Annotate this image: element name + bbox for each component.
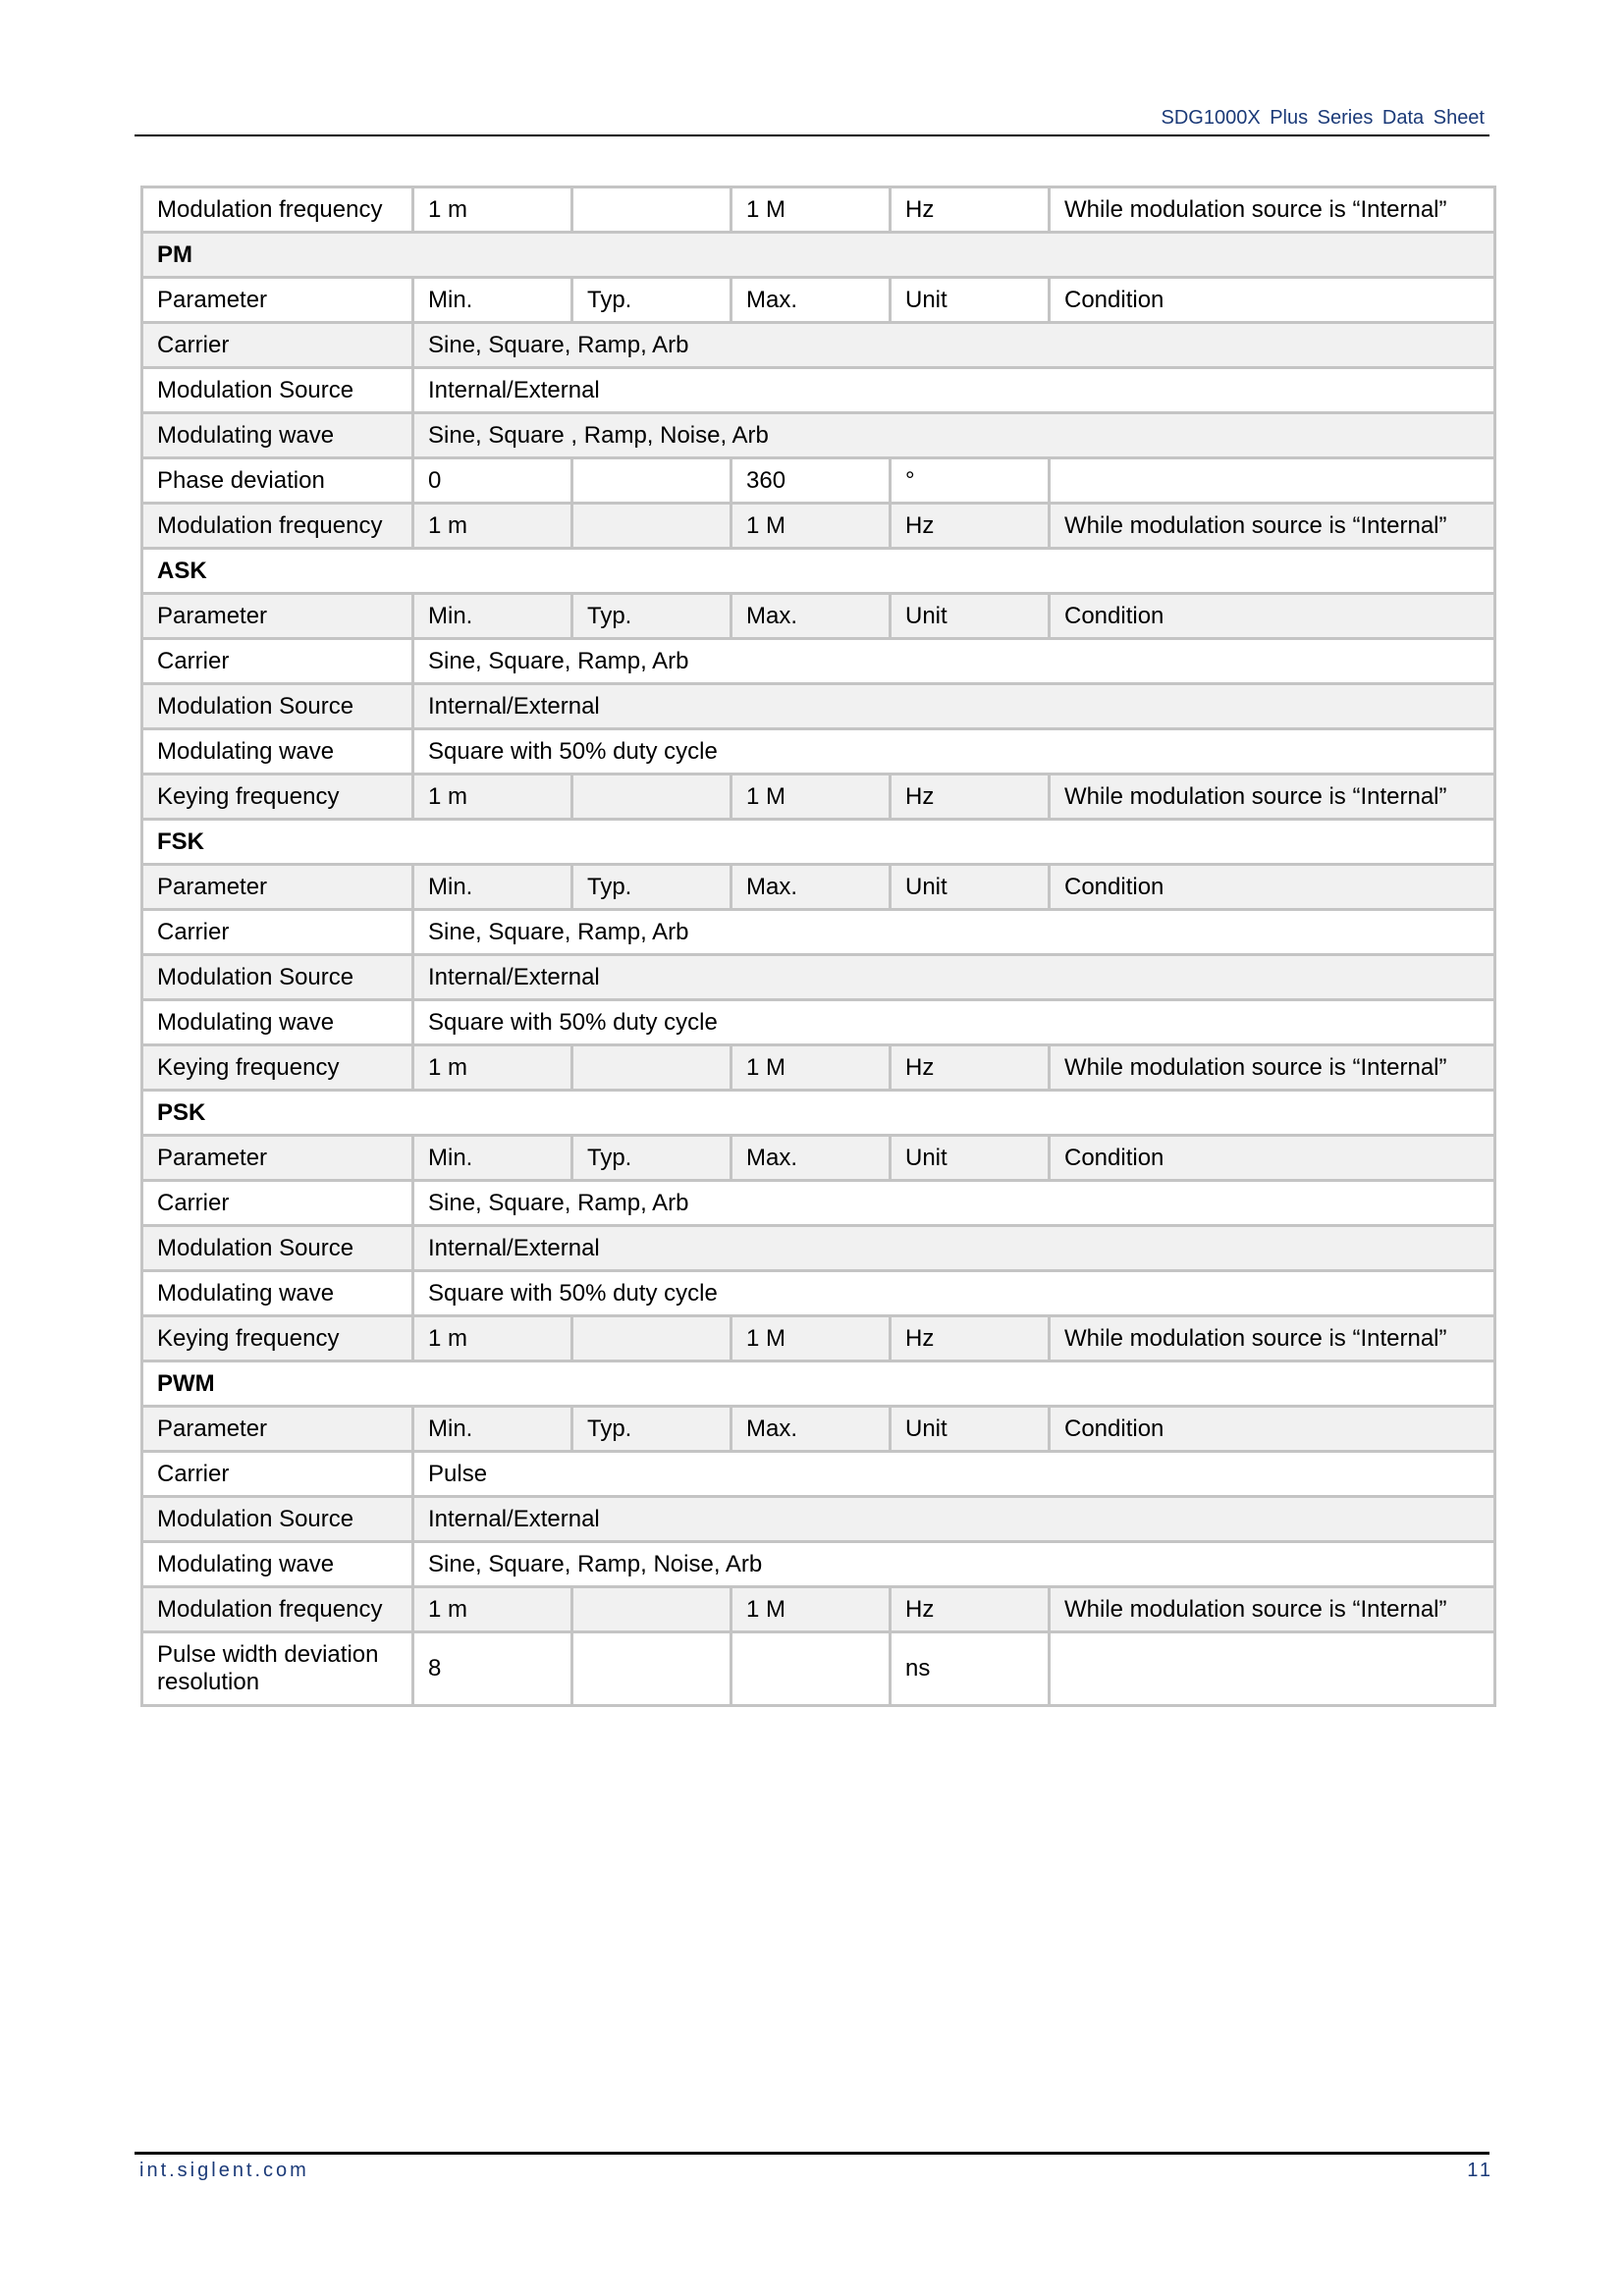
- section-title: PM: [142, 233, 1495, 278]
- col-header-min: Min.: [413, 865, 572, 910]
- col-header-parameter: Parameter: [142, 865, 413, 910]
- param-cell: Modulating wave: [142, 1542, 413, 1587]
- table-row: [142, 1497, 1495, 1542]
- value-cell: Square with 50% duty cycle: [413, 1271, 1495, 1316]
- param-cell: Pulse width deviation resolution: [142, 1632, 413, 1706]
- section-header-fsk: [142, 820, 1495, 865]
- col-header-parameter: Parameter: [142, 1407, 413, 1452]
- max-cell: 1 M: [731, 1316, 891, 1362]
- col-header-unit: Unit: [891, 1136, 1050, 1181]
- value-cell: Internal/External: [413, 1226, 1495, 1271]
- col-header-unit: Unit: [891, 594, 1050, 639]
- table-row: [142, 774, 1495, 820]
- document-title: SDG1000X Plus Series Data Sheet: [1161, 107, 1485, 129]
- section-header-pm: [142, 233, 1495, 278]
- condition-cell: [1050, 458, 1495, 504]
- unit-cell: Hz: [891, 1316, 1050, 1362]
- col-header-max: Max.: [731, 1136, 891, 1181]
- condition-cell: While modulation source is “Internal”: [1050, 1587, 1495, 1632]
- param-cell: Modulating wave: [142, 1271, 413, 1316]
- column-header-row: [142, 1407, 1495, 1452]
- typ-cell: [572, 1316, 731, 1362]
- col-header-parameter: Parameter: [142, 594, 413, 639]
- table-row: [142, 458, 1495, 504]
- unit-cell: °: [891, 458, 1050, 504]
- col-header-typ: Typ.: [572, 1136, 731, 1181]
- table-row: [142, 413, 1495, 458]
- max-cell: 360: [731, 458, 891, 504]
- unit-cell: Hz: [891, 774, 1050, 820]
- col-header-unit: Unit: [891, 865, 1050, 910]
- param-cell: Modulating wave: [142, 729, 413, 774]
- param-cell: Modulating wave: [142, 413, 413, 458]
- value-cell: Sine, Square , Ramp, Noise, Arb: [413, 413, 1495, 458]
- value-cell: Internal/External: [413, 684, 1495, 729]
- max-cell: 1 M: [731, 774, 891, 820]
- col-header-typ: Typ.: [572, 278, 731, 323]
- table-row: [142, 684, 1495, 729]
- value-cell: Pulse: [413, 1452, 1495, 1497]
- col-header-max: Max.: [731, 594, 891, 639]
- min-cell: 1 m: [413, 187, 572, 233]
- value-cell: Sine, Square, Ramp, Arb: [413, 323, 1495, 368]
- param-cell: Keying frequency: [142, 1045, 413, 1091]
- column-header-row: [142, 278, 1495, 323]
- condition-cell: While modulation source is “Internal”: [1050, 774, 1495, 820]
- table-row: [142, 368, 1495, 413]
- condition-cell: While modulation source is “Internal”: [1050, 1045, 1495, 1091]
- unit-cell: Hz: [891, 187, 1050, 233]
- max-cell: [731, 1632, 891, 1706]
- table-row: [142, 1000, 1495, 1045]
- param-cell: Carrier: [142, 910, 413, 955]
- table-row: [142, 1271, 1495, 1316]
- table-row: [142, 955, 1495, 1000]
- col-header-max: Max.: [731, 1407, 891, 1452]
- min-cell: 0: [413, 458, 572, 504]
- param-cell: Phase deviation: [142, 458, 413, 504]
- param-cell: Modulation frequency: [142, 187, 413, 233]
- max-cell: 1 M: [731, 1587, 891, 1632]
- condition-cell: [1050, 1632, 1495, 1706]
- section-header-pwm: [142, 1362, 1495, 1407]
- max-cell: 1 M: [731, 1045, 891, 1091]
- param-cell: Modulation Source: [142, 1497, 413, 1542]
- column-header-row: [142, 1136, 1495, 1181]
- header-rule: [135, 134, 1489, 136]
- typ-cell: [572, 187, 731, 233]
- section-title: ASK: [142, 549, 1495, 594]
- table-row: [142, 187, 1495, 233]
- col-header-min: Min.: [413, 278, 572, 323]
- value-cell: Internal/External: [413, 955, 1495, 1000]
- column-header-row: [142, 594, 1495, 639]
- table-row: [142, 1632, 1495, 1706]
- col-header-typ: Typ.: [572, 1407, 731, 1452]
- typ-cell: [572, 458, 731, 504]
- table-row: [142, 1587, 1495, 1632]
- table-row: [142, 910, 1495, 955]
- value-cell: Square with 50% duty cycle: [413, 729, 1495, 774]
- param-cell: Keying frequency: [142, 1316, 413, 1362]
- table-row: [142, 1452, 1495, 1497]
- table-row: [142, 1181, 1495, 1226]
- param-cell: Carrier: [142, 639, 413, 684]
- condition-cell: While modulation source is “Internal”: [1050, 504, 1495, 549]
- col-header-unit: Unit: [891, 1407, 1050, 1452]
- footer-website: int.siglent.com: [139, 2160, 309, 2181]
- min-cell: 1 m: [413, 1587, 572, 1632]
- table-row: [142, 729, 1495, 774]
- param-cell: Modulation Source: [142, 1226, 413, 1271]
- page-number: 11: [1467, 2160, 1493, 2181]
- value-cell: Sine, Square, Ramp, Noise, Arb: [413, 1542, 1495, 1587]
- col-header-condition: Condition: [1050, 278, 1495, 323]
- section-title: PWM: [142, 1362, 1495, 1407]
- col-header-parameter: Parameter: [142, 1136, 413, 1181]
- table-row: [142, 639, 1495, 684]
- unit-cell: Hz: [891, 504, 1050, 549]
- col-header-condition: Condition: [1050, 865, 1495, 910]
- table-row: [142, 504, 1495, 549]
- param-cell: Keying frequency: [142, 774, 413, 820]
- value-cell: Internal/External: [413, 368, 1495, 413]
- param-cell: Modulation Source: [142, 368, 413, 413]
- section-title: FSK: [142, 820, 1495, 865]
- table-row: [142, 1316, 1495, 1362]
- section-header-psk: [142, 1091, 1495, 1136]
- min-cell: 1 m: [413, 774, 572, 820]
- footer-rule: [135, 2152, 1489, 2155]
- typ-cell: [572, 1045, 731, 1091]
- condition-cell: While modulation source is “Internal”: [1050, 1316, 1495, 1362]
- max-cell: 1 M: [731, 504, 891, 549]
- max-cell: 1 M: [731, 187, 891, 233]
- unit-cell: Hz: [891, 1045, 1050, 1091]
- typ-cell: [572, 1587, 731, 1632]
- col-header-condition: Condition: [1050, 1407, 1495, 1452]
- param-cell: Modulation Source: [142, 684, 413, 729]
- col-header-condition: Condition: [1050, 594, 1495, 639]
- col-header-unit: Unit: [891, 278, 1050, 323]
- condition-cell: While modulation source is “Internal”: [1050, 187, 1495, 233]
- table-row: [142, 323, 1495, 368]
- min-cell: 1 m: [413, 1316, 572, 1362]
- param-cell: Carrier: [142, 1452, 413, 1497]
- param-cell: Modulation Source: [142, 955, 413, 1000]
- col-header-condition: Condition: [1050, 1136, 1495, 1181]
- col-header-min: Min.: [413, 1136, 572, 1181]
- min-cell: 1 m: [413, 504, 572, 549]
- value-cell: Sine, Square, Ramp, Arb: [413, 639, 1495, 684]
- value-cell: Internal/External: [413, 1497, 1495, 1542]
- col-header-max: Max.: [731, 278, 891, 323]
- table-row: [142, 1226, 1495, 1271]
- typ-cell: [572, 1632, 731, 1706]
- modulation-spec-table: [140, 186, 1496, 1707]
- param-cell: Carrier: [142, 323, 413, 368]
- col-header-typ: Typ.: [572, 865, 731, 910]
- min-cell: 1 m: [413, 1045, 572, 1091]
- col-header-typ: Typ.: [572, 594, 731, 639]
- min-cell: 8: [413, 1632, 572, 1706]
- value-cell: Square with 50% duty cycle: [413, 1000, 1495, 1045]
- col-header-min: Min.: [413, 594, 572, 639]
- param-cell: Modulation frequency: [142, 504, 413, 549]
- section-header-ask: [142, 549, 1495, 594]
- col-header-min: Min.: [413, 1407, 572, 1452]
- value-cell: Sine, Square, Ramp, Arb: [413, 910, 1495, 955]
- value-cell: Sine, Square, Ramp, Arb: [413, 1181, 1495, 1226]
- param-cell: Carrier: [142, 1181, 413, 1226]
- unit-cell: Hz: [891, 1587, 1050, 1632]
- section-title: PSK: [142, 1091, 1495, 1136]
- typ-cell: [572, 504, 731, 549]
- col-header-max: Max.: [731, 865, 891, 910]
- unit-cell: ns: [891, 1632, 1050, 1706]
- col-header-parameter: Parameter: [142, 278, 413, 323]
- typ-cell: [572, 774, 731, 820]
- table-row: [142, 1542, 1495, 1587]
- table-row: [142, 1045, 1495, 1091]
- param-cell: Modulation frequency: [142, 1587, 413, 1632]
- column-header-row: [142, 865, 1495, 910]
- param-cell: Modulating wave: [142, 1000, 413, 1045]
